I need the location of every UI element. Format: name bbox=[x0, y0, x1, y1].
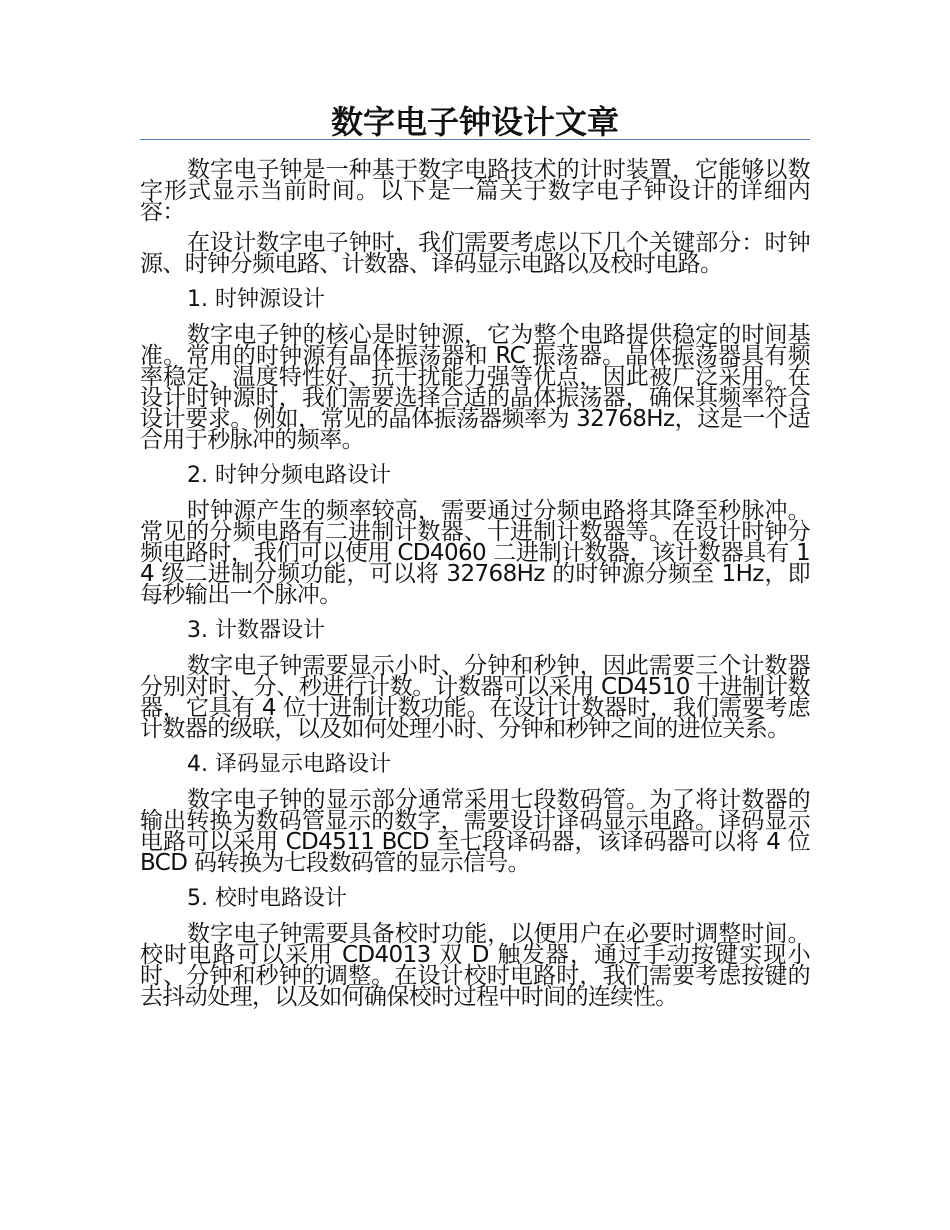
section-heading-frequency-divider: 2. 时钟分频电路设计 bbox=[187, 463, 391, 488]
section-heading-time-adjust: 5. 校时电路设计 bbox=[187, 886, 347, 911]
section-heading-clock-source: 1. 时钟源设计 bbox=[187, 287, 325, 312]
overview-paragraph: 在设计数字电子钟时，我们需要考虑以下几个关键部分：时钟源、时钟分频电路、计数器、译码显示电路以及校时电路。 bbox=[140, 230, 810, 277]
intro-paragraph: 数字电子钟是一种基于数字电路技术的计时装置，它能够以数字形式显示当前时间。以下是一篇关于数字电子钟设计的详细内容： bbox=[140, 157, 810, 225]
title-underline bbox=[140, 139, 810, 140]
section-body-time-adjust: 数字电子钟需要具备校时功能，以便用户在必要时调整时间。校时电路可以采用 CD4013 双 D 触发器，通过手动按键实现小时、分钟和秒钟的调整。在设计校时电路时，我们需要考虑按键的去抖动处理，以及如何确保校时过程中时间的连续性。 bbox=[140, 921, 810, 1010]
section-body-clock-source: 数字电子钟的核心是时钟源，它为整个电路提供稳定的时间基准。常用的时钟源有晶体振荡器和 RC 振荡器。晶体振荡器具有频率稳定、温度特性好、抗干扰能力强等优点，因此被广泛采用。在设计时钟源时，我们需要选择合适的晶体振荡器，确保其频率符合设计要求。例如，常见的晶体振荡器频率为 32768Hz，这是一个适合用于秒脉冲的频率。 bbox=[140, 322, 810, 453]
section-heading-counter: 3. 计数器设计 bbox=[187, 618, 325, 643]
section-body-counter: 数字电子钟需要显示小时、分钟和秒钟，因此需要三个计数器分别对时、分、秒进行计数。计数器可以采用 CD4510 十进制计数器，它具有 4 位十进制计数功能。在设计计数器时，我们需要考虑计数器的级联，以及如何处理小时、分钟和秒钟之间的进位关系。 bbox=[140, 653, 810, 742]
section-heading-decoder-display: 4. 译码显示电路设计 bbox=[187, 752, 391, 777]
document-body bbox=[140, 157, 810, 1018]
document-title: 数字电子钟设计文章 bbox=[330, 103, 619, 141]
section-body-decoder-display: 数字电子钟的显示部分通常采用七段数码管。为了将计数器的输出转换为数码管显示的数字，需要设计译码显示电路。译码显示电路可以采用 CD4511 BCD 至七段译码器，该译码器可以将 4 位 BCD 码转换为七段数码管的显示信号。 bbox=[140, 787, 810, 876]
section-body-frequency-divider: 时钟源产生的频率较高，需要通过分频电路将其降至秒脉冲。常见的分频电路有二进制计数器、十进制计数器等。在设计时钟分频电路时，我们可以使用 CD4060 二进制计数器，该计数器具有 14 级二进制分频功能，可以将 32768Hz 的时钟源分频至 1Hz，即每秒输出一个脉冲。 bbox=[140, 498, 810, 608]
